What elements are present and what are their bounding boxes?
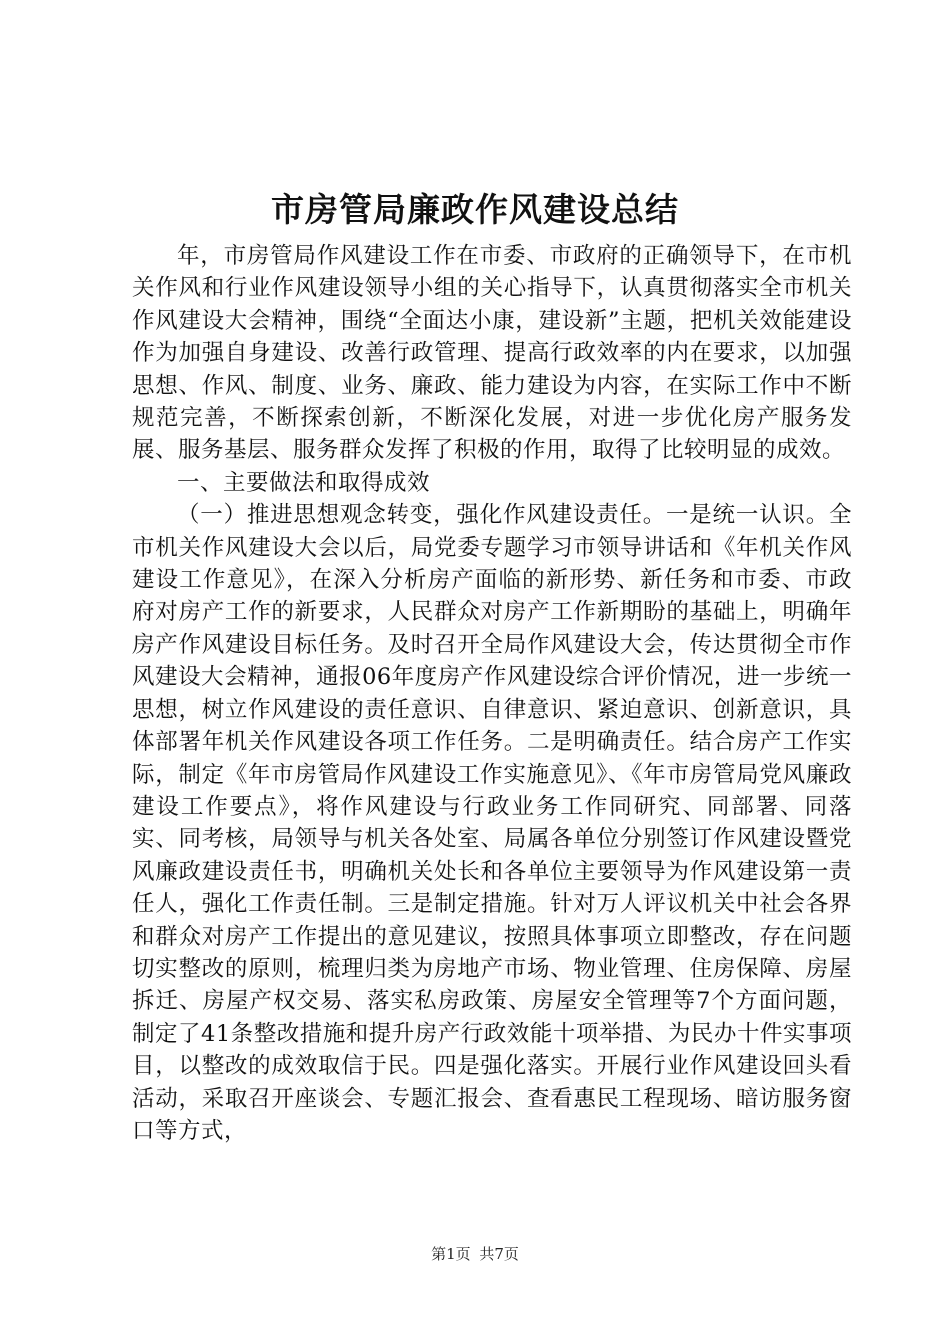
total-pages: 共7页 <box>479 1245 519 1263</box>
body-paragraph: （一）推进思想观念转变，强化作风建设责任。一是统一认识。全市机关作风建设大会以后，局党委专题学习市领导讲话和《年机关作风建设工作意见》，在深入分析房产面临的新形势、新任务和市委、市政府对房产工作的新要求，人民群众对房产工作新期盼的基础上，明确年房产作风建设目标任务。及时召开全局作风建设大会，传达贯彻全市作风建设大会精神，通报06年度房产作风建设综合评价情况，进一步统一思想，树立作风建设的责任意识、自律意识、紧迫意识、创新意识，具体部署年机关作风建设各项工作任务。二是明确责任。结合房产工作实际，制定《年市房管局作风建设工作实施意见》、《年市房管局党风廉政建设工作要点》，将作风建设与行政业务工作同研究、同部署、同落实、同考核，局领导与机关各处室、局属各单位分别签订作风建设暨党风廉政建设责任书，明确机关处长和各单位主要领导为作风建设第一责任人，强化工作责任制。三是制定措施。针对万人评议机关中社会各界和群众对房产工作提出的意见建议，按照具体事项立即整改，存在问题切实整改的原则，梳理归类为房地产市场、物业管理、住房保障、房屋拆迁、房屋产权交易、落实私房政策、房屋安全管理等7个方面问题，制定了41条整改措施和提升房产行政效能十项举措、为民办十件实事项目，以整改的成效取信于民。四是强化落实。开展行业作风建设回头看活动，采取召开座谈会、专题汇报会、查看惠民工程现场、暗访服务窗口等方式， <box>132 502 852 1144</box>
intro-paragraph: 年，市房管局作风建设工作在市委、市政府的正确领导下，在市机关作风和行业作风建设领导小组的关心指导下，认真贯彻落实全市机关作风建设大会精神，围绕“全面达小康，建设新”主题，把机关效能建设作为加强自身建设、改善行政管理、提高行政效率的内在要求，以加强思想、作风、制度、业务、廉政、能力建设为内容，在实际工作中不断规范完善，不断探索创新，不断深化发展，对进一步优化房产服务发展、服务基层、服务群众发挥了积极的作用，取得了比较明显的成效。 <box>132 243 852 464</box>
document-body <box>132 240 852 1147</box>
section-heading: 一、主要做法和取得成效 <box>177 469 431 496</box>
document-title: 市房管局廉政作风建设总结 <box>271 190 679 229</box>
page-number: 第1页 <box>431 1245 471 1263</box>
page-footer <box>0 1244 950 1264</box>
